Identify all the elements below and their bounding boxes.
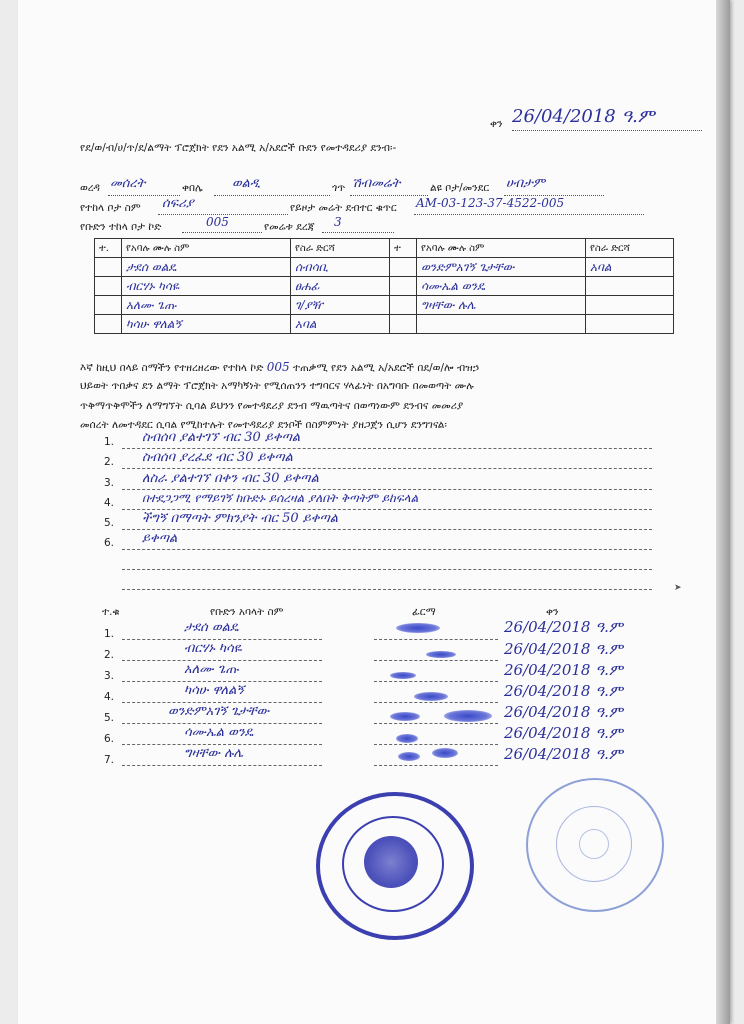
member-name: ወንድምአገኝ ጌታቸው	[417, 258, 586, 277]
land-cert-value: AM-03-123-37-4522-005	[416, 196, 565, 210]
sig-sign-line	[374, 702, 498, 703]
sig-date: 26/04/2018 ዓ.ም	[504, 745, 623, 763]
sig-name-line	[122, 723, 322, 724]
sig-number: 2.	[104, 649, 115, 661]
sig-number: 1.	[104, 628, 115, 640]
rule-text: ስብሰባ ያረፈደ ብር 30 ይቀጣል	[142, 450, 293, 465]
cell	[390, 277, 417, 296]
member-role	[586, 277, 674, 296]
sig-col-sign: ፊርማ	[412, 606, 436, 618]
kebele-line	[214, 195, 330, 196]
sig-number: 7.	[104, 754, 115, 766]
sig-name: ካሳሁ ዋለልኝ	[184, 683, 245, 698]
group-code-value: 005	[206, 215, 229, 229]
special-place-value: ሀብታም	[506, 176, 546, 191]
sig-number: 5.	[104, 712, 115, 724]
rule-line	[122, 489, 652, 490]
sig-name-line	[122, 702, 322, 703]
sig-name-line	[122, 660, 322, 661]
signature-mark	[444, 710, 492, 722]
table-row	[95, 277, 674, 296]
member-role: አባል	[291, 315, 390, 334]
rule-text: ችግኝ በማጣት ምክንያት ብር 50 ይቀጣል	[142, 511, 339, 526]
member-role: አባል	[586, 258, 674, 277]
body-line-1-code: 005	[266, 360, 290, 374]
member-name: ብርሃኑ ካሳዬ	[122, 277, 291, 296]
col-no: ተ.	[95, 239, 122, 258]
member-role: ሰብሳቢ	[291, 258, 390, 277]
member-name: አለሙ ጌጡ	[122, 296, 291, 315]
date-underline	[512, 130, 702, 131]
date-value: 26/04/2018 ዓ.ም	[512, 106, 655, 127]
rule-number: 1.	[104, 436, 115, 448]
body-line-2: ህይወት ጥበቃና ደን ልማት ፕሮጀክት አማካኝነት የሚሰጠንን ተግባርና ሃላፊነት በአግባቡ በመወጣት ሙሉ	[80, 380, 474, 392]
cell	[95, 315, 122, 334]
sig-name: ሳሙኤል ወንዴ	[184, 725, 254, 740]
sig-date: 26/04/2018 ዓ.ም	[504, 640, 623, 658]
sig-sign-line	[374, 639, 498, 640]
stamp-emblem-icon	[364, 836, 418, 888]
member-name: ሳሙኤል ወንዴ	[417, 277, 586, 296]
signature-mark	[432, 748, 458, 758]
col-name: የአባሉ ሙሉ ስም	[122, 239, 291, 258]
sig-date: 26/04/2018 ዓ.ም	[504, 618, 623, 636]
rule-line	[122, 589, 652, 590]
sig-date: 26/04/2018 ዓ.ም	[504, 661, 623, 679]
special-place-label: ልዩ ቦታ/መንደር	[430, 182, 490, 194]
member-role: ፀሐፊ	[291, 277, 390, 296]
faint-stamp-inner-ring	[556, 806, 632, 882]
rule-text: ስብሰባ ያልተገኘ ብር 30 ይቀጣል	[142, 430, 301, 445]
sig-name-line	[122, 681, 322, 682]
site-name-value: ሰፍሪያ	[162, 196, 194, 211]
group-code-label: የቡድን ተከላ ቦታ ኮድ	[80, 221, 162, 233]
rule-number: 6.	[104, 537, 115, 549]
rule-number: 3.	[104, 477, 115, 489]
cell	[95, 258, 122, 277]
table-row	[95, 258, 674, 277]
group-code-line	[182, 232, 262, 233]
faint-stamp-core-icon	[579, 829, 609, 859]
rule-text: ለስራ ያልተገኘ በቀን ብር 30 ይቀጣል	[142, 471, 319, 486]
sig-name: ወንድምአገኝ ጌታቸው	[168, 704, 270, 719]
wereda-label: ወረዳ	[80, 182, 100, 194]
land-cert-line	[414, 214, 644, 215]
margin-mark-icon: ➤	[674, 583, 682, 593]
sig-date: 26/04/2018 ዓ.ም	[504, 724, 623, 742]
sig-date: 26/04/2018 ዓ.ም	[504, 682, 623, 700]
rule-number: 4.	[104, 497, 115, 509]
rule-line	[122, 549, 652, 550]
member-name	[417, 315, 586, 334]
member-name: ካሳሁ ዋለልኝ	[122, 315, 291, 334]
sig-col-name: የቡድን አባላት ስም	[210, 606, 284, 618]
table-row	[95, 315, 674, 334]
sig-col-date: ቀን	[546, 606, 559, 618]
sig-col-no: ተ.ቁ	[102, 606, 120, 618]
rule-line	[122, 529, 652, 530]
area-line	[322, 232, 394, 233]
member-role	[586, 315, 674, 334]
site-name-label: የተከላ ቦታ ስም	[80, 202, 141, 214]
kebele-value: ወልዲ	[232, 176, 261, 191]
member-role: ገ/ያዥ	[291, 296, 390, 315]
col-role-2: የስራ ድርሻ	[586, 239, 674, 258]
date-label: ቀን	[490, 118, 503, 130]
signature-mark	[426, 651, 456, 658]
rule-line	[122, 448, 652, 449]
cell	[390, 258, 417, 277]
rule-number: 2.	[104, 456, 115, 468]
signature-mark	[414, 692, 448, 701]
signature-mark	[398, 752, 420, 761]
official-stamp	[316, 792, 474, 940]
body-line-4: መሰረት ለመተዳደር ሲባል የሚከተሉት የመተዳደሪያ ደንቦች በስምምነት ያዘጋጀን ሲሆን ደንግገናል፡	[80, 419, 447, 431]
body-line-1-end: ተጠቃሚ የደን አልሚ አ/አደሮች በደ/ወ/ሎ ብዝኃ	[292, 362, 480, 374]
sig-name: ብርሃኑ ካሳዬ	[184, 641, 242, 656]
col-role: የስራ ድርሻ	[291, 239, 390, 258]
wereda-value: መሰረት	[110, 176, 146, 191]
sig-name-line	[122, 639, 322, 640]
rule-number: 5.	[104, 517, 115, 529]
member-role	[586, 296, 674, 315]
sig-sign-line	[374, 765, 498, 766]
members-table-header	[95, 239, 674, 258]
col-no-2: ተ	[390, 239, 417, 258]
faint-stamp	[526, 778, 664, 912]
body-line-1-start: እኛ ከዚህ በላይ ስማችን የተዘረዘረው የተከላ ኮድ	[80, 362, 264, 374]
area-value: 3	[334, 215, 342, 229]
body-line-3: ጥቅማጥቅሞችን ለማግኘት ሲባል ይህንን የመተዳደሪያ ደንብ ማዉጣትና በወጣነውም ደንብና መመሪያ	[80, 400, 464, 412]
document-title: የደ/ወ/ብ/ሀ/ጥ/ደ/ልማት ፕሮጀክት የደን አልሚ አ/አደሮች ቡደን የመተዳደሪያ ደንብ፡-	[80, 142, 397, 154]
document-page	[18, 0, 730, 1024]
col-name-2: የአባሉ ሙሉ ስም	[417, 239, 586, 258]
sig-sign-line	[374, 744, 498, 745]
kebele-label: ቀበሌ	[182, 182, 203, 194]
signature-mark	[396, 734, 418, 743]
signature-mark	[396, 623, 440, 633]
rule-line	[122, 509, 652, 510]
sig-name-line	[122, 765, 322, 766]
sig-sign-line	[374, 681, 498, 682]
cell	[390, 315, 417, 334]
rule-text: በተደጋጋሚ የማይገኝ ከቡድኑ ይሰረዛል ያለበት ቅጣትም ይከፍላል	[142, 491, 419, 505]
member-name: ግዛቸው ሉሌ	[417, 296, 586, 315]
cell	[390, 296, 417, 315]
land-cert-label: የይዞታ መሬት ደብተር ቁጥር	[290, 202, 397, 214]
sig-number: 4.	[104, 691, 115, 703]
got-label: ጎጥ	[332, 182, 346, 194]
sig-name: አለሙ ጌጡ	[184, 662, 239, 677]
sig-name: ግዛቸው ሉሌ	[184, 746, 244, 761]
rule-line	[122, 569, 652, 570]
body-line-1	[80, 360, 479, 375]
rule-text: ይቀጣል	[142, 531, 178, 546]
signature-mark	[390, 672, 416, 679]
cell	[95, 277, 122, 296]
members-table	[94, 238, 674, 334]
sig-sign-line	[374, 723, 498, 724]
sig-name: ታደሰ ወልዴ	[184, 620, 239, 635]
page-edge-shadow	[716, 0, 730, 1024]
cell	[95, 296, 122, 315]
sig-date: 26/04/2018 ዓ.ም	[504, 703, 623, 721]
stamp-inner-ring	[342, 816, 444, 912]
sig-number: 6.	[104, 733, 115, 745]
sig-name-line	[122, 744, 322, 745]
table-row	[95, 296, 674, 315]
area-label: የመሬቱ ደረጃ	[264, 221, 315, 233]
got-value: ሽብመሬት	[352, 176, 401, 191]
signature-mark	[390, 712, 420, 721]
sig-sign-line	[374, 660, 498, 661]
member-name: ታደሰ ወልዴ	[122, 258, 291, 277]
rule-line	[122, 468, 652, 469]
sig-number: 3.	[104, 670, 115, 682]
